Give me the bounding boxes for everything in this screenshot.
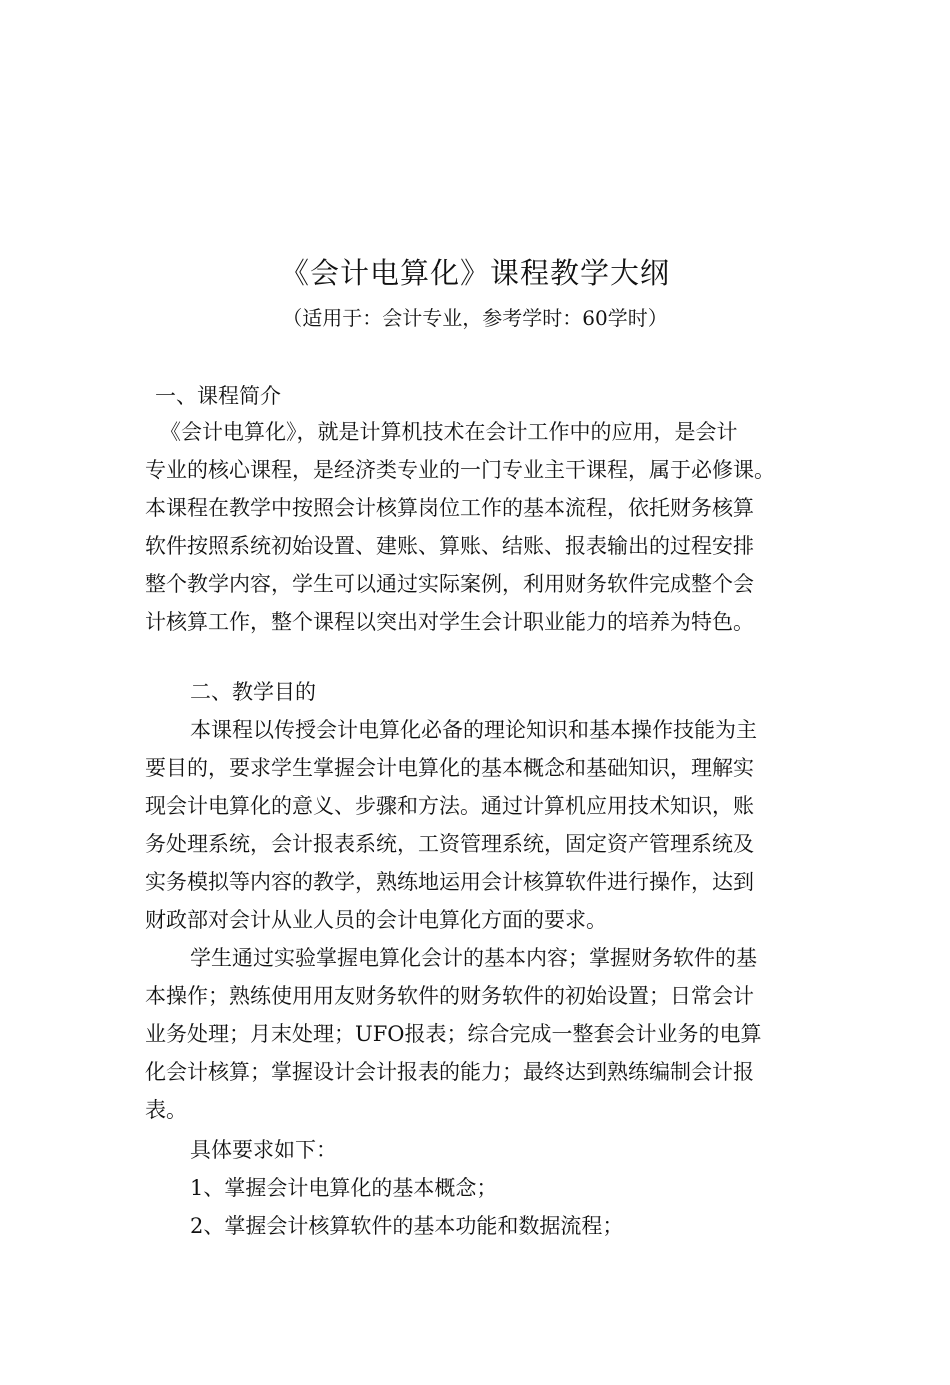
document-title: 《会计电算化》课程教学大纲 bbox=[279, 256, 670, 290]
paragraph-line: 本课程在教学中按照会计核算岗位工作的基本流程，依托财务核算 bbox=[145, 496, 754, 520]
requirements-intro: 具体要求如下： bbox=[190, 1138, 337, 1162]
paragraph-line: 本操作；熟练使用用友财务软件的财务软件的初始设置；日常会计 bbox=[145, 984, 754, 1008]
paragraph-line: 要目的，要求学生掌握会计电算化的基本概念和基础知识，理解实 bbox=[145, 756, 754, 780]
paragraph-line: 学生通过实验掌握电算化会计的基本内容；掌握财务软件的基 bbox=[190, 946, 757, 970]
paragraph-line: 财政部对会计从业人员的会计电算化方面的要求。 bbox=[145, 908, 607, 932]
paragraph-line: 软件按照系统初始设置、建账、算账、结账、报表输出的过程安排 bbox=[145, 534, 754, 558]
paragraph-line: 实务模拟等内容的教学，熟练地运用会计核算软件进行操作，达到 bbox=[145, 870, 754, 894]
paragraph-line: 务处理系统，会计报表系统，工资管理系统，固定资产管理系统及 bbox=[145, 832, 754, 856]
paragraph-line: 现会计电算化的意义、步骤和方法。通过计算机应用技术知识，账 bbox=[145, 794, 754, 818]
paragraph-line: 表。 bbox=[145, 1098, 187, 1122]
section-heading-course-intro: 一、课程简介 bbox=[155, 384, 281, 408]
paragraph-line: 业务处理；月末处理；UFO报表；综合完成一整套会计业务的电算 bbox=[145, 1022, 762, 1046]
paragraph-line: 专业的核心课程，是经济类专业的一门专业主干课程，属于必修课。 bbox=[145, 458, 775, 482]
document-subtitle: （适用于：会计专业，参考学时：60学时） bbox=[282, 306, 668, 330]
requirement-item: 1、掌握会计电算化的基本概念； bbox=[190, 1176, 498, 1200]
paragraph-line: 化会计核算；掌握设计会计报表的能力；最终达到熟练编制会计报 bbox=[145, 1060, 754, 1084]
paragraph-line: 计核算工作，整个课程以突出对学生会计职业能力的培养为特色。 bbox=[145, 610, 754, 634]
paragraph-line: 整个教学内容，学生可以通过实际案例，利用财务软件完成整个会 bbox=[145, 572, 754, 596]
requirement-item: 2、掌握会计核算软件的基本功能和数据流程； bbox=[190, 1214, 624, 1238]
paragraph-line: 本课程以传授会计电算化必备的理论知识和基本操作技能为主 bbox=[190, 718, 757, 742]
section-heading-teaching-objectives: 二、教学目的 bbox=[190, 680, 316, 704]
paragraph-line: 《会计电算化》，就是计算机技术在会计工作中的应用，是会计 bbox=[160, 420, 738, 444]
